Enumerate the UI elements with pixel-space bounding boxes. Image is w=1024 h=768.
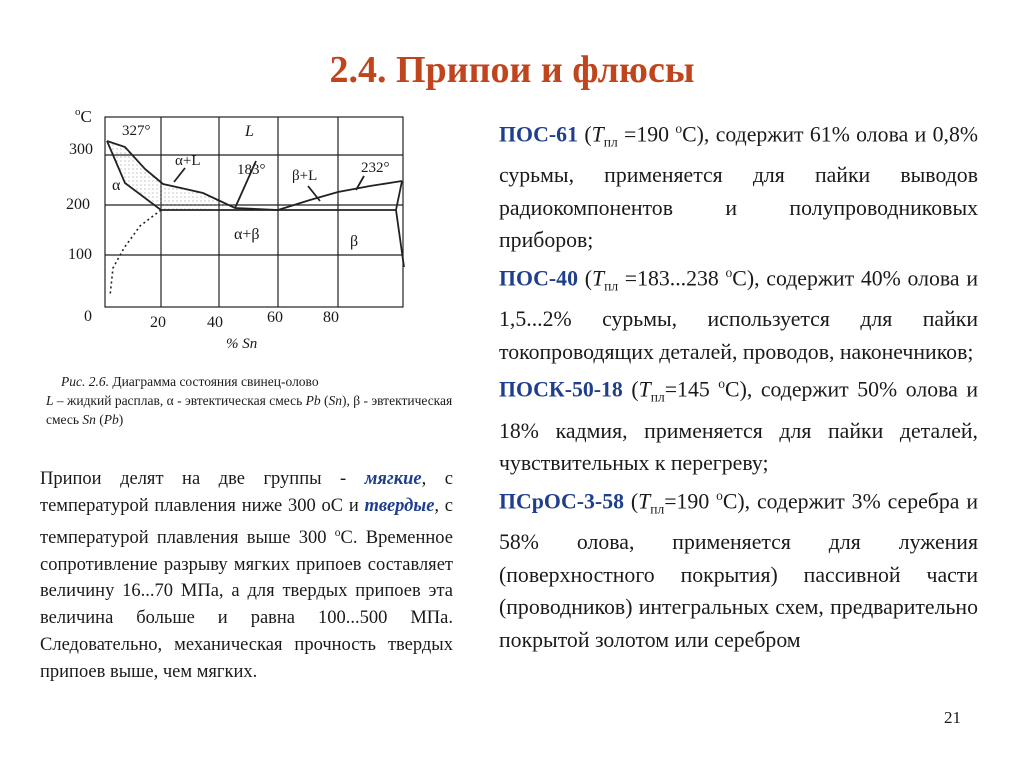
x-tick-40: 40 xyxy=(207,314,223,331)
alloy-item: ПОС-61 ($T_{пл} =190$ $^о$С), содержит 61% олова и 0,8% сурьмы, применяется для пайки выводов радиокомпонентов и полупроводниковых приборов; xyxy=(499,121,978,253)
y-tick-300: 300 xyxy=(69,141,93,158)
label-liquid: L xyxy=(245,123,254,140)
slide-title: 2.4. Припои и флюсы xyxy=(329,49,695,91)
caption-l-symbol: L xyxy=(46,393,54,408)
label-183: 183° xyxy=(237,162,266,178)
alloy-list xyxy=(499,113,978,656)
x-tick-60: 60 xyxy=(267,309,283,326)
phase-lines xyxy=(107,141,404,267)
caption-text-1: – жидкий расплав, α - эвтектическая смесь xyxy=(53,393,306,408)
x-tick-20: 20 xyxy=(150,314,166,331)
hard-solders-term: твердые xyxy=(364,495,435,516)
label-beta: β xyxy=(350,233,359,250)
caption-text-2: , β - эвтектическая смесь xyxy=(46,393,453,427)
caption-sn: Sn xyxy=(328,393,342,408)
alloy-item: ПОСК-50-18 ($T_{пл}=145$ $^о$С), содержит 50% олова и 18% кадмия, применяется для пайки деталей, чувствительных к перегреву; xyxy=(499,376,978,476)
page-number: 21 xyxy=(944,708,961,727)
label-327: 327° xyxy=(122,123,151,139)
caption-pb: Pb xyxy=(305,393,321,408)
figure-title: Диаграмма состояния свинец-олово xyxy=(109,374,319,389)
y-tick-100: 100 xyxy=(68,246,92,263)
alloy-item: ПОС-40 ($T_{пл} =183...238$ $^о$С), содержит 40% олова и 1,5...2% сурьмы, используется для пайки токопроводящих деталей, проводов, наконечников; xyxy=(499,265,978,364)
solder-groups-paragraph: Припои делят на две группы - мягкие, с температурой плавления ниже 300 оС и твердые, с температурой плавления выше 300 $^о$С. Временное сопротивление разрыву мягких припоев составляет величину 16...70 МПа, а для твердых припоев эта величина больше и равна 100...500 МПа. Следовательно, механическая прочность твердых припоев выше, чем мягких. xyxy=(40,469,454,682)
caption-pb-2: Pb xyxy=(103,412,119,427)
diagram-grid xyxy=(105,117,403,307)
alloy-item: ПСрОС-3-58 ($T_{пл}=190$ $^о$С), содержит 3% серебра и 58% олова, применяется для лужения (поверхностного покрытия) пассивной части (проводников) интегральных схем, предварительно покрытой золотом или серебром xyxy=(499,487,978,652)
label-beta-liquid: β+L xyxy=(292,168,318,184)
label-alpha: α xyxy=(112,177,121,194)
y-tick-0: 0 xyxy=(84,308,92,325)
soft-solders-term: мягкие xyxy=(364,469,422,489)
label-alpha-liquid: α+L xyxy=(175,153,201,169)
caption-sn-2: Sn xyxy=(82,412,96,427)
figure-caption: Рис. 2.6. Диаграмма состояния свинец-олово L – жидкий расплав, α - эвтектическая смесь Pb (Sn), β - эвтектическая смесь Sn (Pb) xyxy=(46,374,453,427)
label-alpha-beta: α+β xyxy=(234,226,260,243)
alloy-name: ПОС-40 xyxy=(499,266,578,291)
x-tick-80: 80 xyxy=(323,309,339,326)
y-tick-200: 200 xyxy=(66,196,90,213)
figure-number: Рис. 2.6. xyxy=(61,374,109,389)
x-axis-label: % Sn xyxy=(226,336,258,352)
label-232: 232° xyxy=(361,160,390,176)
y-axis-unit: $^o$C xyxy=(75,106,92,126)
alloy-name: ПОС-61 xyxy=(499,122,578,147)
alloy-name: ПОСК-50-18 xyxy=(499,377,623,402)
alpha-solvus-line xyxy=(110,210,161,296)
alloy-name: ПСрОС-3-58 xyxy=(499,489,624,514)
